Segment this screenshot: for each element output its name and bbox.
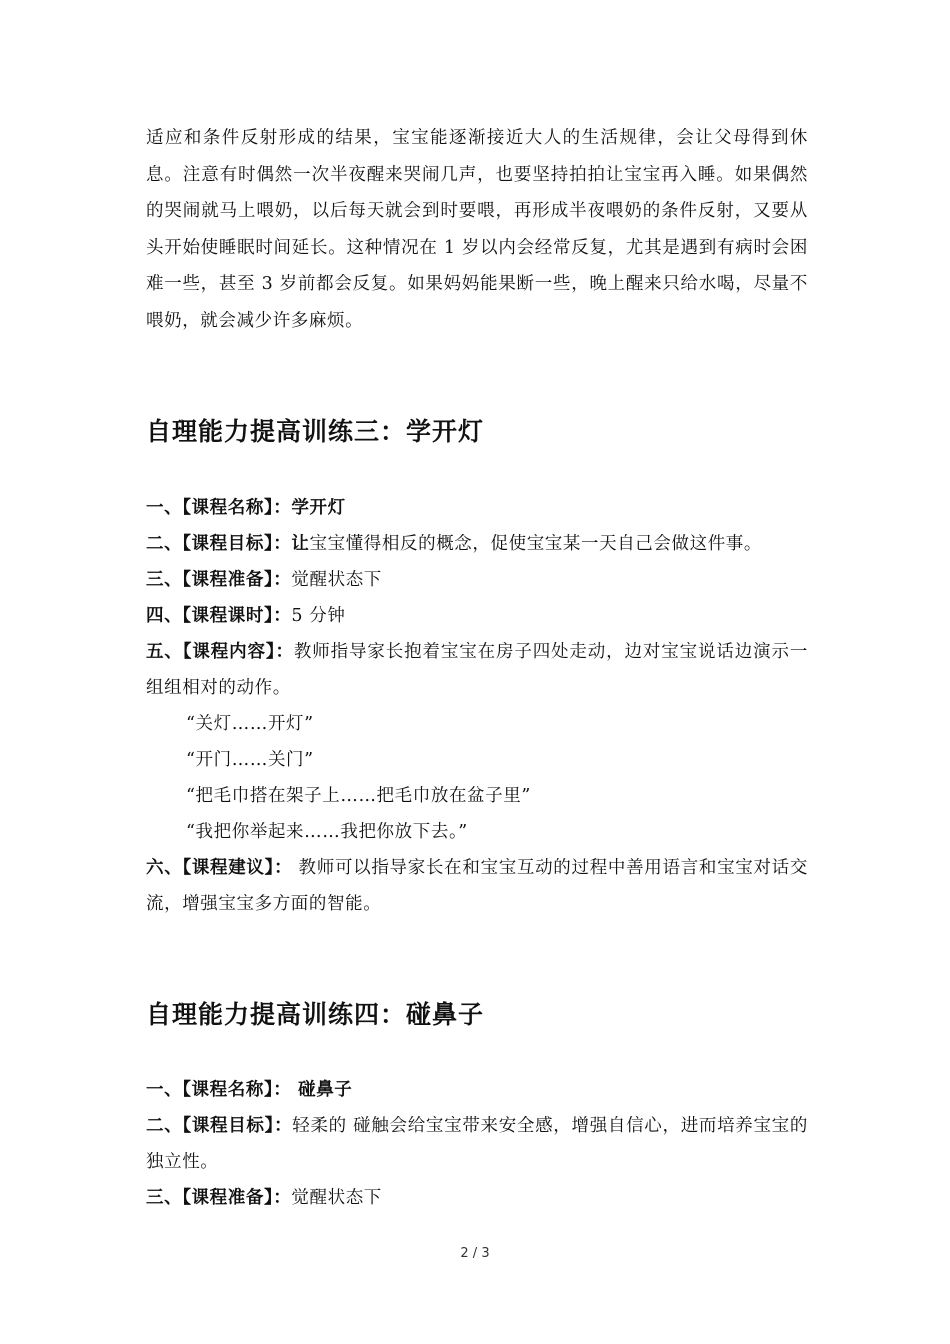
item-label: 三、【课程准备】： — [146, 1188, 292, 1208]
section3-item-advice — [146, 850, 808, 922]
section4-item-goal — [146, 1108, 808, 1180]
section3-item-goal — [146, 526, 808, 562]
intro-paragraph: 适应和条件反射形成的结果，宝宝能逐渐接近大人的生活规律，会让父母得到休息。注意有时偶然一次半夜醒来哭闹几声，也要坚持拍拍让宝宝再入睡。如果偶然的哭闹就马上喂奶，以后每天就会到时要喂，再形成半夜喂奶的条件反射，又要从头开始使睡眠时间延长。这种情况在 1 岁以内会经常反复，尤其是遇到有病时会困难一些，甚至 3 岁前都会反复。如果妈妈能果断一些，晚上醒来只给水喝，尽量不喂奶，就会减少许多麻烦。 — [146, 128, 808, 331]
item-text: 教师可以指导家长在和宝宝互动的过程中善用语言和宝宝对话交流，增强宝宝多方面的智能。 — [146, 858, 808, 914]
item-label: 二、【课程目标】： — [146, 1116, 293, 1136]
section3-item-name — [146, 490, 808, 526]
item-text: 觉醒状态下 — [291, 1188, 382, 1208]
item-label: 一、【课程名称】： — [146, 1080, 292, 1100]
item-text: 碰鼻子 — [291, 1080, 353, 1100]
item-label: 二、【课程目标】：让 — [146, 534, 310, 554]
item-text: 轻柔的 碰触会给宝宝带来安全感，增强自信心，进而培养宝宝的独立性。 — [146, 1116, 808, 1172]
section4-item-name — [146, 1072, 808, 1108]
section4-item-prep — [146, 1180, 808, 1216]
item-text: 学开灯 — [291, 498, 346, 518]
page-number: 2 / 3 — [460, 1246, 490, 1261]
item-text: 教师指导家长抱着宝宝在房子四处走动，边对宝宝说话边演示一组组相对的动作。 — [146, 642, 808, 698]
action-quote: “开门……关门” — [186, 750, 314, 770]
section3-item-content — [146, 634, 808, 706]
action-quote: “关灯……开灯” — [186, 714, 314, 734]
item-label: 四、【课程课时】： — [146, 606, 292, 626]
section3-item-prep — [146, 562, 808, 598]
item-label: 一、【课程名称】： — [146, 498, 292, 518]
section3-item-duration — [146, 598, 808, 634]
item-text: 宝宝懂得相反的概念，促使宝宝某一天自己会做这件事。 — [309, 534, 762, 554]
item-label: 六、【课程建议】： — [146, 858, 293, 878]
item-text: 觉醒状态下 — [291, 570, 382, 590]
item-label: 五、【课程内容】： — [146, 642, 294, 662]
item-text: 5 分钟 — [291, 606, 346, 626]
item-label: 三、【课程准备】： — [146, 570, 292, 590]
action-quote: “把毛巾搭在架子上……把毛巾放在盆子里” — [186, 786, 531, 806]
section4-title: 自理能力提高训练四：碰鼻子 — [146, 1000, 485, 1029]
action-quote: “我把你举起来……我把你放下去。” — [186, 822, 468, 842]
section3-title: 自理能力提高训练三：学开灯 — [146, 417, 485, 446]
